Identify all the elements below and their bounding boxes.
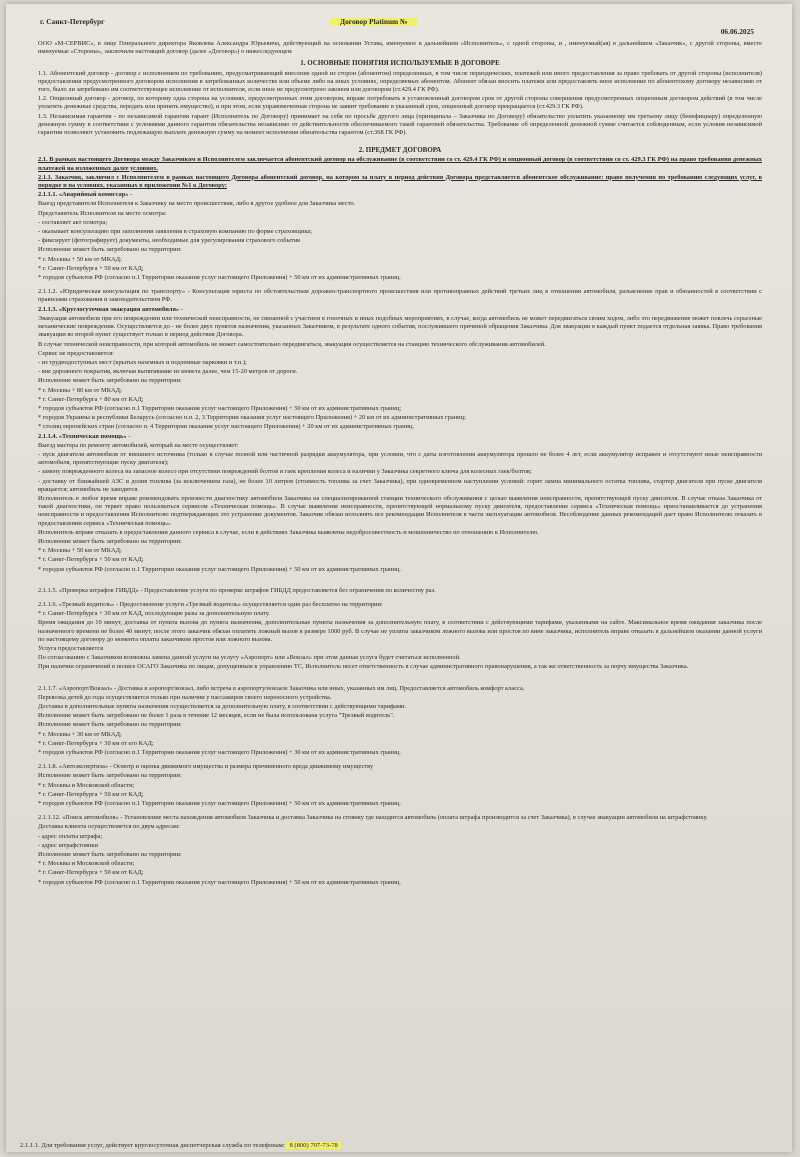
clause-line: Перевозка детей до года осуществляется только при наличии у пассажиров своего переносного устройства.	[38, 693, 332, 701]
service-airport-heading: 2.1.1.7. «Аэропорт/Вокзал» - Доставка в аэропорт/вокзал, либо встреча в аэропорту/вокзале Заказчика или иных, указанных им лиц. Предоставляется автомобиль комфорт класса.	[38, 684, 525, 692]
clause-line: - адрес оплаты штрафа;	[38, 832, 103, 840]
service-techhelp-heading: 2.1.1.4. «Техническая помощь» -	[38, 432, 131, 440]
clause-2-1-1: 2.1.1. Заказчик, заключил с Исполнителем в рамках настоящего Договора абонентский договор, на котором за плату в период действия Договора представляется абонентское обслуживание: право получения по требованию следующих услуг, в порядке и на условиях, указанных в приложении №1 к Договору:	[38, 173, 762, 190]
service-tow-lines	[38, 315, 762, 432]
clause-line: Исполнение может быть затребовано не более 1 раза в течение 12 месяцев, если не была использована услуга "Трезвый водитель".	[38, 712, 395, 720]
dispatch-footer	[20, 1142, 762, 1150]
clause-line: Сервис не предоставляется:	[38, 349, 114, 357]
clause-line: - доставку от ближайшей АЗС и долив топлива (за исключением газа), не более 10 литров (стоимость топлива за счет Заказчика), при одновременном наступлении условий: горит лампа минимального остатка топлива, стартер двигателя при пуске двигателя вращается; автомобиль не заводится.	[38, 477, 762, 493]
clause-line: * городов субъектов РФ (согласно п.1 Территории оказания услуг настоящего Приложения) + 50 км от их административных границ.	[38, 565, 401, 573]
document-body	[38, 40, 762, 888]
clause-line: * г. Москвы + 50 км от МКАД;	[38, 255, 122, 263]
document-page	[6, 4, 792, 1152]
clause-1-1: 1.1. Абонентский договор - договор с исполнением по требованию, предусматривающий внесение одной из сторон (абонентом) определенных, в том числе периодических, платежей или иного предоставления за право требовать от другой стороны (исполнителя) предоставления предусмотренного договором исполнения в затребованных количестве или объеме либо на иных условиях, определяемых абонентом. Абонент обязан вносить платежи или предоставлять иное исполнение по абонентскому договору независимо от того, было ли затребовано им соответствующее исполнение от исполнителя, если иное не предусмотрено законом или договором (ст.429.4 ГК РФ).	[38, 69, 762, 94]
clause-line: * г. Санкт-Петербурга + 50 км от КАД;	[38, 869, 144, 877]
clause-line: Представитель Исполнителя на месте осмотра:	[38, 209, 167, 217]
clause-line: - замену поврежденного колеса на запасное колесо при отсутствии повреждений болтов и гаек крепления колеса и наличии у Заказчика секретного ключа для колесных гаек/болтов;	[38, 468, 532, 476]
clause-line: * г. Москвы и Московской области;	[38, 860, 135, 868]
clause-line: Исполнитель в любое время вправе рекомендовать произвести диагностику автомобиля Заказчика на специализированной станции технического обслуживания с целью выявления неисправности, препятствующей пуску двигателя. В случае отказа Заказчика от такой диагностики, он теряет право пользоваться сервисом «Техническая помощь». В случае выявления неисправности, препятствующей нормальному пуску двигателя, предоставление сервиса «Техническая помощь» приостанавливается до устранения неисправности и предоставления Исполнителю подтверждающих это устранение документов. Заказчик обязан исполнять все рекомендации Исполнителя в части эксплуатации автомобиля. Несоблюдение данных рекомендаций дает право Исполнителю отказать в предоставлении сервиса «Техническая помощь».	[38, 494, 762, 527]
dispatch-text: 2.1.1.1. Для требования услуг, действует круглосуточная диспетчерская служба по телефонам:	[20, 1142, 285, 1149]
contract-title: Договор Platinum №	[330, 18, 418, 26]
clause-line: Время ожидания до 10 минут, доставка от пункта вызова до пункта назначения, дополнительные пункты назначения за дополнительную плату, в соответствии с действующими тарифами, указанными на сайте. Максимальное время ожидания заказчика после назначенного времени не более 40 минут, после этого заказчик обязан оплатить ложный вызов в размере 1000 руб. В случае не уплаты заказчиком ложного вызова или простоя по вине заказчика, исполнитель вправе отказать в дальнейшем оказании данной услуги по настоящему договору до момента оплаты заказчиком простоя или ложного вызова.	[38, 619, 762, 643]
clause-line: Доставка в дополнительные пункты назначения осуществляется за дополнительную плату, в соответствии с действующими тарифами.	[38, 703, 407, 711]
clause-line: * г. Москвы и Московской области;	[38, 781, 135, 789]
clause-line: Исполнение может быть затребовано на территории:	[38, 772, 182, 780]
clause-line: * городов субъектов РФ (согласно п.1 Территории оказания услуг настоящего Приложения) + 50 км от их административных границ.	[38, 274, 401, 282]
clause-line: * столиц европейских стран (согласно п. 4 Территории оказания услуг настоящего Приложения) + 20 км от их административных границ.	[38, 423, 414, 431]
clause-line: - адрес штрафстоянки	[38, 841, 98, 849]
document-header	[40, 17, 754, 36]
service-tow-heading: 2.1.1.3. «Круглосуточная эвакуация автомобиля» -	[38, 305, 183, 313]
service-legal: 2.1.1.2. «Юридическая консультация по транспорту» - Консультация юриста по обстоятельствам дорожно-транспортного происшествия или противоправных действий третьих лиц в отношении автомобиля, разъяснение прав и обязанностей в соответствии с правилами страхования и законодательством РФ.	[38, 288, 762, 304]
clause-line: * г. Санкт-Петербурга + 30 км от КАД, последующие разы за дополнительную плату.	[38, 610, 270, 618]
clause-line: * городов субъектов РФ (согласно п.1 Территории оказания услуг настоящего Приложения) + 50 км от их административных границ.	[38, 800, 401, 808]
section-2-title: 2. ПРЕДМЕТ ДОГОВОРА	[358, 146, 442, 155]
clause-line: * г. Санкт-Петербурга + 50 км от КАД;	[38, 790, 144, 798]
clause-line: При наличии ограничений в полисе ОСАГО Заказчика по лицам, допущенным к управлению ТС, Исполнитель несет ответственность в случае административного правонарушения, а так же ответственность за порчу имущества Заказчика.	[38, 663, 689, 671]
service-techhelp-lines	[38, 442, 762, 574]
service-commissar-heading: 2.1.1.1. «Аварийный комиссар» -	[38, 191, 133, 199]
clause-line: Доставка клиента осуществляется по двум адресам:	[38, 823, 180, 831]
clause-line: * г. Москвы + 30 км от МКАД;	[38, 730, 122, 738]
clause-line: В случае технической неисправности, при которой автомобиль не может самостоятельно передвигаться, эвакуация осуществляется на станцию технического обслуживания автомобилей.	[38, 340, 546, 348]
clause-line: - из труднодоступных мест (крытых наземных и подземные парковки и т.п.);	[38, 358, 247, 366]
section-1-title: 1. ОСНОВНЫЕ ПОНЯТИЯ ИСПОЛЬЗУЕМЫЕ В ДОГОВОРЕ	[300, 59, 500, 68]
service-search-lines	[38, 823, 762, 886]
clause-line: * г. Санкт-Петербурга + 30 км от его КАД;	[38, 739, 154, 747]
clause-line: * г. Санкт-Петербурга + 80 км от КАД;	[38, 395, 144, 403]
clause-line: - пуск двигателя автомобиля от внешнего источника (только в случае полной или частичной разрядки аккумулятора, при условии, что с даты изготовления аккумулятора прошло не более 4 лет, если аккумулятор исправен и отсутствуют иные неисправности автомобиля, препятствующие пуску двигателя);	[38, 450, 762, 467]
clause-line: Исполнитель вправе отказать в предоставлении данного сервиса в случае, если в действиях Заказчика выявлены недобросовестность и мошенничество по отношению к Исполнителю.	[38, 528, 539, 536]
clause-line: Исполнение может быть затребовано на территории:	[38, 537, 182, 545]
clause-line: Эвакуация автомобиля при его повреждении или технической неисправности, не связанной с участием в гоночных и иных подобных мероприятиях, в случае, когда автомобиль не может передвигаться своим ходом, либо это передвижение может повлечь серьезные механические повреждения. Осуществляется до - не более двух пунктов назначения, указанных Заказчиком, в результате одного события, послужившего причиной обращения Заказчика. Для эвакуации в каждый пункт подается отдельная заявка. Право требования эвакуации во второй пункт существует только в период действия Договора.	[38, 314, 762, 339]
clause-line: * городов субъектов РФ (согласно п.1 Территории оказания услуг настоящего Приложения) + 50 км от их административных границ;	[38, 404, 402, 412]
clause-line: По согласованию с Заказчиком возможна замена данной услуги на услугу «Аэропорт» или «Вокзал» при этом данная услуга будет считаться исполненной.	[38, 654, 461, 662]
service-expert-heading: 2.1.1.8. «Автоэкспертиза» - Осмотр и оценка движимого имущества и размера причиненного вреда движимому имуществу	[38, 763, 374, 771]
clause-line: Выезд мастера по ремонту автомобилей, который на месте осуществляет:	[38, 441, 239, 449]
clause-line: * городов субъектов РФ (согласно п.1 Территории оказания услуг настоящего Приложения) + 50 км от их административных границ.	[38, 878, 401, 886]
clause-line: * городов Украины и республики Беларусь (согласно п.п. 2, 3 Территории оказания услуг настоящего Приложения) + 20 км от их административных границ;	[38, 414, 466, 422]
clause-line: * г. Санкт-Петербурга + 50 км от КАД;	[38, 264, 144, 272]
clause-line: - составляет акт осмотра;	[38, 218, 108, 226]
clause-line: * г. Москвы + 80 км от МКАД;	[38, 386, 122, 394]
clause-line: - фиксирует (фотографирует) документы, необходимые для урегулирования страхового события	[38, 237, 300, 245]
service-commissar-lines	[38, 200, 762, 282]
intro-paragraph: ООО «М-СЕРВИС», в лице Генерального директора Яковлева Александра Юрьевича, действующий на основании Устава, именуемое в дальнейшем «Исполнитель», с одной стороны, и , именуемый(ая) в дальнейшем «Заказчик», с другой стороны, вместе именуемые «Стороны», заключили настоящий договор (далее «Договор») о нижеследующем	[38, 40, 762, 56]
clause-line: Исполнение может быть затребовано на территории:	[38, 377, 182, 385]
contract-date: 06.06.2025	[720, 27, 754, 36]
service-airport-lines	[38, 694, 762, 757]
dispatch-phone: 8 (800) 707-73-78	[286, 1142, 340, 1149]
clause-line: Исполнение может быть затребовано на территории:	[38, 246, 182, 254]
service-search-heading: 2.1.1.12. «Поиск автомобиля» - Установление места нахождения автомобиля Заказчика и доставка Заказчика на стоянку где находится автомобиль (оплата штрафа производится за счет Заказчика), в случае эвакуации автомобиля на штрафстоянку.	[38, 814, 708, 822]
service-expert-lines	[38, 772, 762, 808]
contract-city: г. Санкт-Петербург	[40, 17, 105, 26]
clause-1-3: 1.3. Независимая гарантия - по независимой гарантии гарант (Исполнитель по Договору) принимает на себя по просьбе другого лица (принципала – Заказчика по Договору) обязательство уплатить указанному им третьему лицу (бенефициару) определенную денежную сумму в соответствии с условиями данного гарантом обязательства независимо от действительности обеспечиваемого такой гарантией обязательства. Требование об определенной денежной сумме считается соблюденным, если условия независимой гарантии позволяют установить подлежащую выплате денежную сумму на момент исполнения обязательства гарантом (ст.368 ГК РФ).	[38, 112, 762, 137]
clause-2-1: 2.1. В рамках настоящего Договора между Заказчиком и Исполнителем заключается абонентский договор на обслуживание (в соответствии со ст. 429.4 ГК РФ) и опционный договор (в соответствии со ст. 429.3 ГК РФ) на право требования денежных платежей на изложенных далее условиях.	[38, 156, 762, 172]
clause-line: * городов субъектов РФ (согласно п.1 Территории оказания услуг настоящего Приложения) + 30 км от их административных границ.	[38, 749, 401, 757]
clause-line: Выезд представителя Исполнителя к Заказчику на место происшествия, либо в другое удобное для Заказчика место.	[38, 200, 356, 208]
clause-line: - оказывает консультацию при заполнении заявления в страховую компанию по форме страховщика;	[38, 228, 313, 236]
clause-line: * г. Санкт-Петербурга + 50 км от КАД;	[38, 556, 144, 564]
service-fines: 2.1.1.5. «Проверка штрафов ГИБДД» - Предоставление услуги по проверке штрафов ГИБДД предоставляется без ограничения по количеству раз.	[38, 586, 436, 594]
service-sober-heading: 2.1.1.6. «Трезвый водитель» - Предоставление услуги «Трезвый водитель» осуществляется один раз бесплатно на территории:	[38, 600, 383, 608]
clause-1-2: 1.2. Опционный договор - договор, по которому одна сторона на условиях, предусмотренных этим договором, вправе потребовать в установленный договором срок от другой стороны совершения предусмотренных опционным договором действий (в том числе уплатить денежные средства, передать или принять имущество), и при этом, если управомоченная сторона не заявит требование в указанный срок, опционный договор прекращается (ст.429.3 ГК РФ).	[38, 95, 762, 111]
clause-line: Исполнение может быть затребовано на территории:	[38, 721, 182, 729]
clause-line: Исполнение может быть затребовано на территории:	[38, 851, 182, 859]
clause-line: - вне дорожного покрытия, включая вытягивание из кювета далее, чем 15-20 метров от дороги.	[38, 368, 298, 376]
clause-line: * г. Москвы + 50 км от МКАД;	[38, 547, 122, 555]
clause-line: Услуга предоставляется	[38, 645, 104, 652]
service-sober-lines	[38, 610, 762, 671]
